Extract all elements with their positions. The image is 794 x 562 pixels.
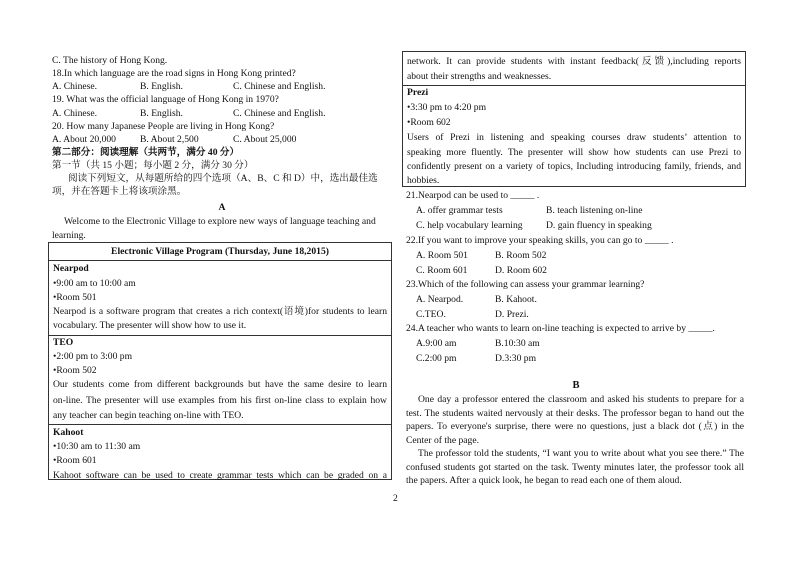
kahoot-cont-line-2: about their strengths and weaknesses. (407, 71, 552, 82)
prezi-name: Prezi (407, 87, 429, 98)
kahoot-name: Kahoot (53, 427, 84, 438)
welcome-line-2: learning. (52, 230, 86, 241)
nearpod-time: •9:00 am to 10:00 am (53, 278, 136, 289)
q22-option-c: C. Room 601 (416, 265, 468, 276)
teo-desc-line-1: Our students come from different backgrounds but have the same desire to learn (53, 379, 387, 390)
nearpod-desc-line-2: vocabulary. The presenter will show how to use it. (53, 320, 247, 331)
q17-option-c: C. The history of Hong Kong. (52, 55, 168, 66)
q21-option-c: C. help vocabulary learning (416, 220, 523, 231)
q19-option-b: B. English. (140, 108, 183, 119)
teo-room: •Room 502 (53, 365, 97, 376)
q24-option-b: B.10:30 am (495, 338, 540, 349)
table-title: Electronic Village Program (Thursday, June 18,2015) (111, 246, 329, 257)
prezi-desc-line-2: speaking more fluently. The presenter will show how students can use Prezi to (407, 147, 741, 158)
q19-stem: 19. What was the official language of Hong Kong in 1970? (52, 94, 279, 105)
q20-stem: 20. How many Japanese People are living in Hong Kong? (52, 121, 275, 132)
program-table-continued (402, 51, 746, 187)
prezi-desc-line-3: confidently present on a variety of topics, Including introducing family, friends, and (407, 161, 741, 172)
passage-a-label: A (218, 202, 226, 213)
program-table (48, 242, 392, 480)
q21-stem: 21.Nearpod can be used to _____ . (406, 190, 540, 201)
q24-option-c: C.2:00 pm (416, 353, 457, 364)
teo-desc-line-2: on-line. The presenter will use examples from his first on-line class to explain how (53, 395, 387, 406)
prezi-desc-line-1: Users of Prezi in listening and speaking courses draw students’ attention to (407, 132, 741, 143)
teo-name: TEO (53, 337, 74, 348)
instruction-line-1: 阅读下列短文，从每题所给的四个选项（A、B、C 和 D）中，选出最佳选 (68, 173, 378, 184)
q20-option-b: B. About 2,500 (140, 134, 199, 145)
q19-option-a: A. Chinese. (52, 108, 98, 119)
q23-option-a: A. Nearpod. (416, 294, 464, 305)
kahoot-desc-line-1: Kahoot software can be used to create grammar tests which can be graded on a (53, 470, 387, 481)
page-number: 2 (393, 493, 398, 504)
prezi-desc-line-4: hobbies. (407, 175, 440, 186)
q19-option-c: C. Chinese and English. (233, 108, 326, 119)
kahoot-time: •10:30 am to 11:30 am (53, 441, 141, 452)
q23-option-b: B. Kahoot. (495, 294, 537, 305)
q23-option-c: C.TEO. (416, 309, 446, 320)
teo-time: •2:00 pm to 3:00 pm (53, 351, 133, 362)
part2-heading: 第二部分：阅读理解（共两节，满分 40 分） (52, 147, 240, 158)
q20-option-c: C. About 25,000 (233, 134, 297, 145)
q23-option-d: D. Prezi. (495, 309, 529, 320)
q22-stem: 22.If you want to improve your speaking skills, you can go to _____ . (406, 235, 674, 246)
prezi-room: •Room 602 (407, 117, 451, 128)
q18-option-a: A. Chinese. (52, 81, 98, 92)
nearpod-name: Nearpod (53, 263, 89, 274)
q21-option-d: D. gain fluency in speaking (546, 220, 652, 231)
teo-desc-line-3: any teacher can begin teaching on-line with TEO. (53, 410, 244, 421)
welcome-line-1: Welcome to the Electronic Village to explore new ways of language teaching and (64, 216, 376, 227)
passage-b-label: B (572, 380, 580, 391)
kahoot-room: •Room 601 (53, 455, 97, 466)
table-divider (49, 260, 391, 261)
q23-stem: 23.Which of the following can assess your grammar learning? (406, 279, 645, 290)
passage-b-paragraph-2: The professor told the students, “I want you to write about what you see there.” The confused students got started on the task. Twenty minutes later, the professor took all the papers. After a quick look, he began to read each one of them aloud. (406, 448, 744, 487)
q18-option-b: B. English. (140, 81, 183, 92)
q20-option-a: A. About 20,000 (52, 134, 116, 145)
q18-option-c: C. Chinese and English. (233, 81, 326, 92)
q21-option-b: B. teach listening on-line (546, 205, 643, 216)
q24-option-d: D.3:30 pm (495, 353, 537, 364)
passage-b-paragraph-1: One day a professor entered the classroom and asked his students to prepare for a test. The students waited nervously at their desks. The professor began to hand out the papers. To everyone's surprise, there were no questions, just a black dot (点) in the Center of the page. (406, 394, 744, 446)
nearpod-desc-line-1: Nearpod is a software program that creates a rich context(语境)for students to learn (53, 306, 387, 317)
section1-heading: 第一节（共 15 小题；每小题 2 分，满分 30 分） (52, 160, 254, 171)
table-divider (49, 424, 391, 425)
q22-option-a: A. Room 501 (416, 250, 468, 261)
q18-stem: 18.In which language are the road signs in Hong Kong printed? (52, 68, 296, 79)
q22-option-d: D. Room 602 (495, 265, 547, 276)
q24-option-a: A.9:00 am (416, 338, 457, 349)
kahoot-cont-line-1: network. It can provide students with instant feedback(反馈),including reports (407, 56, 741, 67)
q22-option-b: B. Room 502 (495, 250, 547, 261)
q24-stem: 24.A teacher who wants to learn on-line teaching is expected to arrive by _____. (406, 323, 715, 334)
nearpod-room: •Room 501 (53, 292, 97, 303)
table-divider (49, 335, 391, 336)
q21-option-a: A. offer grammar tests (416, 205, 503, 216)
prezi-time: •3:30 pm to 4:20 pm (407, 102, 487, 113)
instruction-line-2: 项，并在答题卡上将该项涂黑。 (52, 186, 187, 197)
table-divider (403, 85, 745, 86)
